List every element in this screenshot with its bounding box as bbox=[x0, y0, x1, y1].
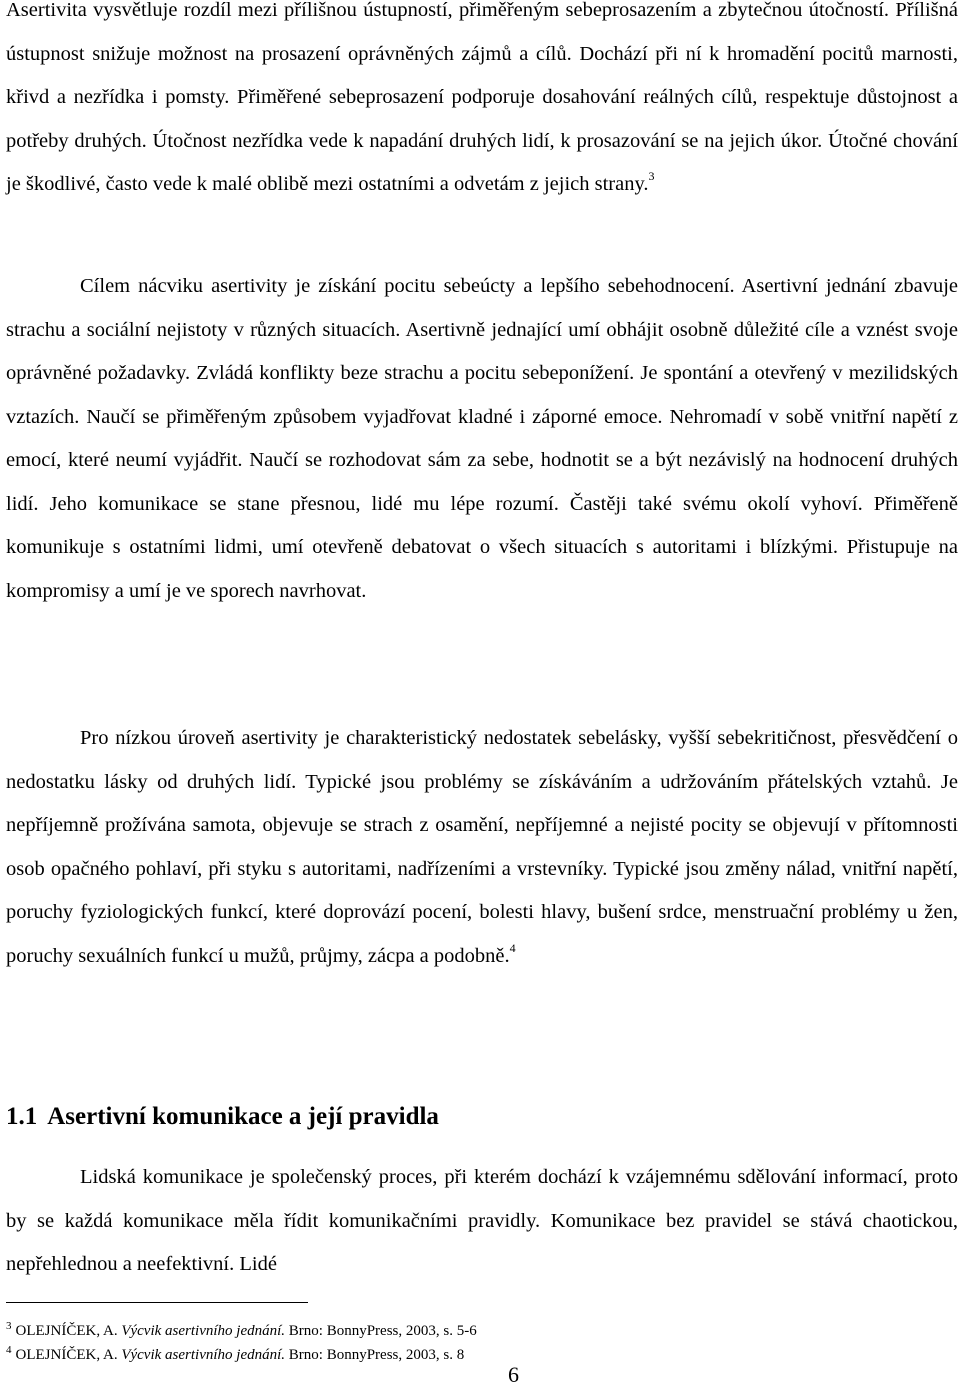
footnote-title: Výcvik asertivního jednání. bbox=[121, 1323, 286, 1339]
paragraph-text: Pro nízkou úroveň asertivity je charakteristický nedostatek sebelásky, vyšší sebekritičnost, přesvědčení o nedostatku lásky od druhých lidí. Typické jsou problémy se získáváním a udržováním přátelských vztahů. Je nepříjemně prožívána samota, objevuje se strach z osamění, nepříjemné a nejisté pocity se objevují v přítomnosti osob opačného pohlaví, při styku s autoritami, nadřízeními a vrstevníky. Typické jsou změny nálad, vnitřní napětí, poruchy fyziologických funkcí, které doprovází pocení, bolesti hlavy, bušení srdce, menstruační problémy u žen, poruchy sexuálních funkcí u mužů, průjmy, zácpa a podobně. bbox=[6, 727, 958, 967]
paragraph-text: Cílem nácviku asertivity je získání pocitu sebeúcty a lepšího sebehodnocení. Asertivní jednání zbavuje strachu a sociální nejistoty v různých situacích. Asertivně jednající umí obhájit osobně důležité cíle a vznést svoje oprávněné požadavky. Zvládá konflikty beze strachu a pocitu sebeponížení. Je spontání a otevřený v mezilidských vztazích. Naučí se přiměřeným způsobem vyjadřovat kladné i záporné emoce. Nehromadí v sobě vnitřní napětí z emocí, které neumí vyjádřit. Naučí se rozhodovat sám za sebe, hodnotit se a být nezávislý na hodnocení druhých lidí. Jeho komunikace se stane přesnou, lidé mu lépe rozumí. Častěji také svému okolí vyhoví. Přiměřeně komunikuje s ostatními lidmi, umí otevřeně debatovat o všech situacích s autoritami i blízkými. Přistupuje na kompromisy a umí je ve sporech navrhovat. bbox=[6, 275, 958, 602]
footnote bbox=[6, 1340, 464, 1365]
footnote-mark: 3 bbox=[6, 1320, 12, 1332]
footnote-title: Výcvik asertivního jednání. bbox=[121, 1347, 286, 1363]
section-number: 1.1 bbox=[6, 1103, 38, 1130]
page-number: 6 bbox=[508, 1362, 519, 1387]
footnote bbox=[6, 1316, 477, 1341]
footnote-publication: Brno: BonnyPress, 2003, s. 8 bbox=[288, 1347, 465, 1363]
paragraph-training-goal bbox=[6, 265, 958, 613]
paragraph-text: Lidská komunikace je společenský proces, při kterém dochází k vzájemnému sdělování informací, proto by se každá komunikace měla řídit komunikačními pravidly. Komunikace bez pravidel se stává chaotickou, nepřehlednou a neefektivní. Lidé bbox=[6, 1166, 958, 1275]
paragraph-text: Asertivita vysvětluje rozdíl mezi přílišnou ústupností, přiměřeným sebeprosazením a zbytečnou útočností. Přílišná ústupnost snižuje možnost na prosazení oprávněných zájmů a cílů. Dochází při ní k hromadění pocitů marnosti, křivd a nezřídka i pomsty. Přiměřené sebeprosazení podporuje dosahování reálných cílů, respektuje důstojnost a potřeby druhých. Útočnost nezřídka vede k napadání druhých lidí, k prosazování se na jejich úkor. Útočné chování je škodlivé, často vede k malé oblibě mezi ostatními a odvetám z jejich strany. bbox=[6, 0, 958, 195]
footnote-mark: 4 bbox=[6, 1344, 12, 1356]
paragraph-low-assertiveness bbox=[6, 717, 958, 978]
paragraph-communication-rules bbox=[6, 1156, 958, 1287]
footnote-separator bbox=[6, 1302, 308, 1303]
section-title: Asertivní komunikace a její pravidla bbox=[47, 1103, 439, 1130]
footnote-author: OLEJNÍČEK, A. bbox=[15, 1323, 118, 1339]
footnote-publication: Brno: BonnyPress, 2003, s. 5-6 bbox=[288, 1323, 477, 1339]
footnote-reference[interactable]: 4 bbox=[509, 940, 516, 955]
footnote-author: OLEJNÍČEK, A. bbox=[15, 1347, 118, 1363]
paragraph-assertiveness-definition bbox=[6, 0, 958, 207]
footnote-reference[interactable]: 3 bbox=[648, 169, 655, 184]
section-heading bbox=[6, 1097, 439, 1137]
